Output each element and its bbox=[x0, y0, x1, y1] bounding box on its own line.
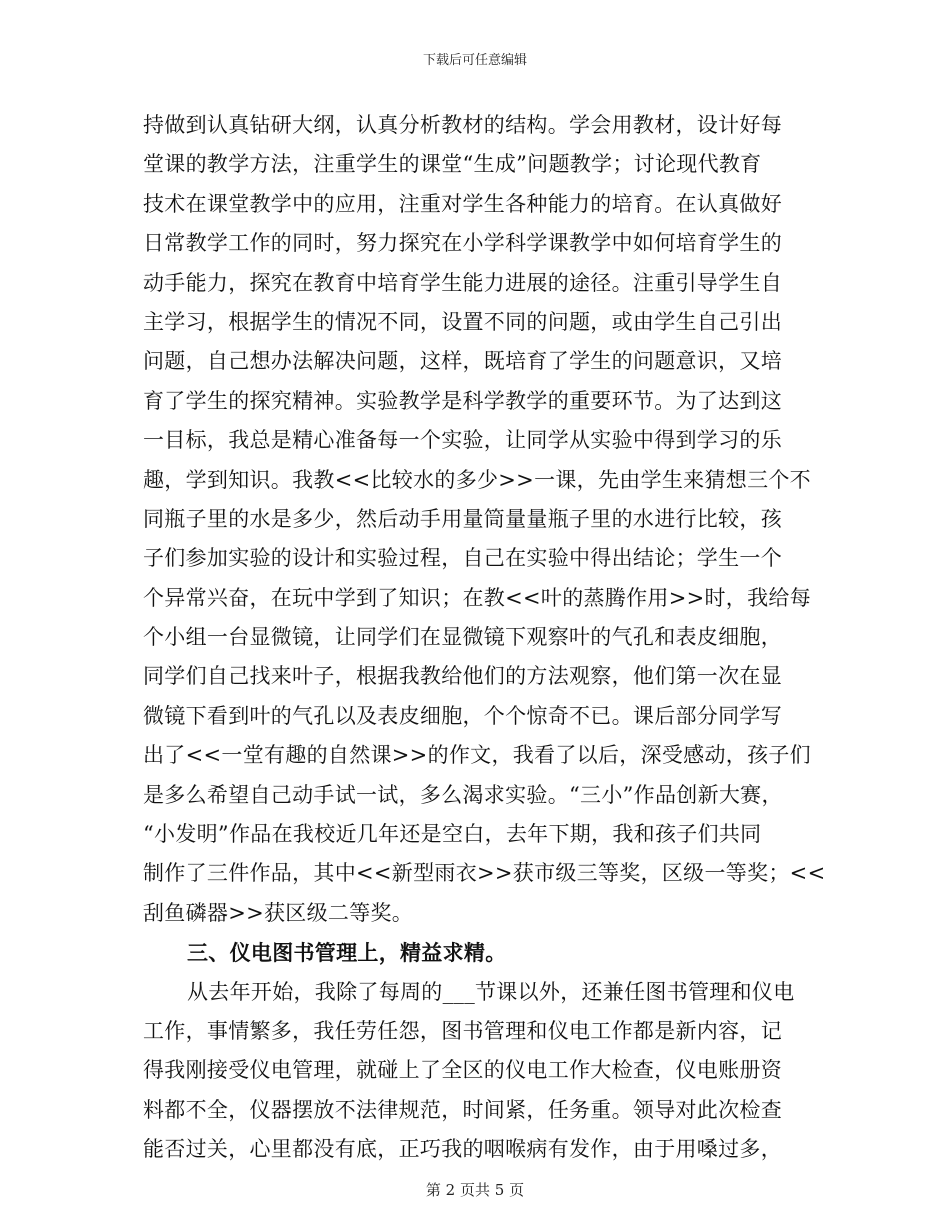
body-line: 趣，学到知识。我教<<比较水的多少>>一课，先由学生来猜想三个不 bbox=[143, 467, 811, 492]
body-line: 持做到认真钻研大纲，认真分析教材的结构。学会用教材，设计好每 bbox=[143, 113, 782, 137]
body-line: 日常教学工作的同时，努力探究在小学科学课教学中如何培育学生的 bbox=[143, 231, 782, 256]
document-body bbox=[143, 106, 826, 1170]
section-line: 能否过关，心里都没有底，正巧我的咽喉病有发作，由于用嗓过多， bbox=[143, 1137, 782, 1162]
page-number: 第 2 页共 5 页 bbox=[425, 1181, 525, 1199]
section-line: 从去年开始，我除了每周的___节课以外，还兼任图书管理和仪电 bbox=[187, 979, 795, 1004]
body-line: “小发明”作品在我校近几年还是空白，去年下期，我和孩子们共同 bbox=[143, 822, 762, 847]
body-line: 堂课的教学方法，注重学生的课堂“生成”问题教学；讨论现代教育 bbox=[143, 152, 762, 177]
body-line: 制作了三件作品，其中<<新型雨衣>>获市级三等奖，区级一等奖；<< bbox=[143, 861, 826, 886]
section-line: 料都不全，仪器摆放不法律规范，时间紧，任务重。领导对此次检查 bbox=[143, 1097, 782, 1122]
section-line: 得我刚接受仪电管理，就碰上了全区的仪电工作大检查，仪电账册资 bbox=[143, 1058, 782, 1083]
body-line: 刮鱼磷器>>获区级二等奖。 bbox=[143, 900, 414, 925]
body-line: 一目标，我总是精心准备每一个实验，让同学从实验中得到学习的乐 bbox=[143, 428, 782, 453]
section-line: 工作，事情繁多，我任劳任怨，图书管理和仪电工作都是新内容，记 bbox=[143, 1018, 782, 1043]
body-line: 育了学生的探究精神。实验教学是科学教学的重要环节。为了达到这 bbox=[143, 388, 782, 413]
body-line: 微镜下看到叶的气孔以及表皮细胞，个个惊奇不已。课后部分同学写 bbox=[143, 703, 782, 728]
body-line: 主学习，根据学生的情况不同，设置不同的问题，或由学生自己引出 bbox=[143, 309, 782, 334]
body-line: 同瓶子里的水是多少，然后动手用量筒量量瓶子里的水进行比较，孩 bbox=[143, 506, 782, 531]
body-line: 动手能力，探究在教育中培育学生能力进展的途径。注重引导学生自 bbox=[143, 270, 782, 295]
section-heading: 三、仪电图书管理上，精益求精。 bbox=[187, 940, 507, 966]
page-header: 下载后可任意编辑 bbox=[422, 53, 527, 68]
body-line: 同学们自己找来叶子，根据我教给他们的方法观察，他们第一次在显 bbox=[143, 664, 782, 689]
body-line: 是多么希望自己动手试一试，多么渴求实验。“三小”作品创新大赛， bbox=[143, 782, 783, 807]
body-line: 技术在课堂教学中的应用，注重对学生各种能力的培育。在认真做好 bbox=[143, 191, 782, 216]
body-line: 问题，自己想办法解决问题，这样，既培育了学生的问题意识，又培 bbox=[143, 349, 782, 374]
body-line: 个小组一台显微镜，让同学们在显微镜下观察叶的气孔和表皮细胞， bbox=[143, 625, 782, 650]
body-line: 子们参加实验的设计和实验过程，自己在实验中得出结论；学生一个 bbox=[143, 546, 782, 571]
body-line: 出了<<一堂有趣的自然课>>的作文，我看了以后，深受感动，孩子们 bbox=[143, 743, 811, 768]
body-line: 个异常兴奋，在玩中学到了知识；在教<<叶的蒸腾作用>>时，我给每 bbox=[143, 585, 811, 610]
